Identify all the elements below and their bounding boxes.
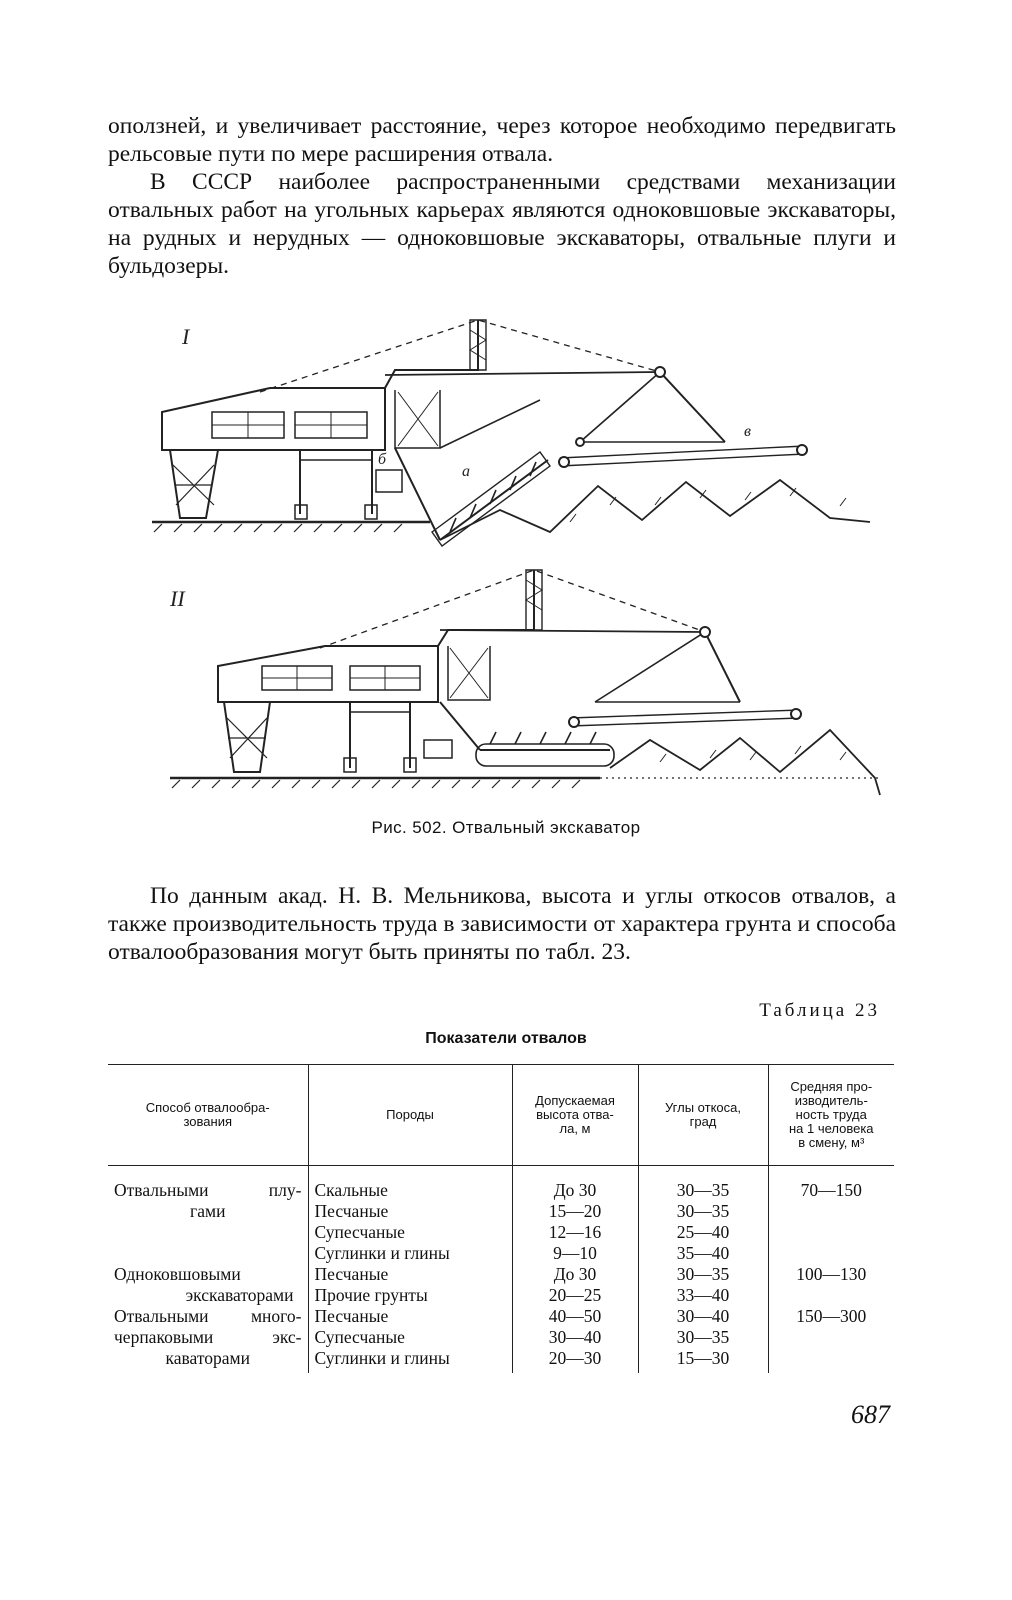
top-paragraph [108,112,896,280]
figure-label-b: б [378,451,387,468]
height-line: 15—20 [548,1201,602,1221]
height-line: 9—10 [553,1243,597,1263]
method-line: Отвальными плу- [114,1180,302,1200]
height-line: До 30 [553,1264,597,1284]
rocks-cell [308,1264,512,1306]
page-number: 687 [851,1400,890,1429]
height-cell [512,1166,638,1265]
reference-paragraph [108,882,896,966]
excavator-figure [140,300,900,815]
header-method-text: Способ отвалообра- зования [145,1100,270,1129]
height-line: До 30 [553,1180,597,1200]
height-line: 12—16 [548,1222,602,1242]
header-rocks-text: Породы [386,1107,434,1122]
angle-line: 30—35 [676,1180,730,1200]
header-height-text: Допускаемая высота отва- ла, м [535,1093,615,1136]
method-line: Одноковшовыми [114,1264,241,1284]
angle-line: 25—40 [676,1222,730,1242]
rock-line: Прочие грунты [314,1285,428,1305]
header-angle-text: Углы откоса, град [665,1100,741,1129]
productivity-value: 100—130 [796,1264,867,1284]
rock-line: Суглинки и глины [314,1348,450,1368]
dump-indicators-table [108,1064,894,1373]
method-cell [108,1166,308,1265]
method-line: гами [190,1201,226,1221]
angle-line: 30—35 [676,1201,730,1221]
height-line: 20—25 [548,1285,602,1305]
angle-cell [638,1166,768,1265]
table-number: Таблица 23 [759,1000,880,1021]
angle-line: 15—30 [676,1348,730,1368]
figure-label-ii: II [170,586,185,611]
header-productivity [768,1065,894,1166]
angle-line: 30—35 [676,1327,730,1347]
rock-line: Супесчаные [314,1327,405,1347]
figure-caption: Рис. 502. Отвальный экскаватор [371,818,641,837]
angle-line: 35—40 [676,1243,730,1263]
height-line: 30—40 [548,1327,602,1347]
header-productivity-text: Средняя про- изводитель- ность труда на 1 человека в смену, м³ [788,1079,874,1150]
rock-line: Супесчаные [314,1222,405,1242]
header-method [108,1065,308,1166]
productivity-cell [768,1264,894,1306]
figure-label-i: I [182,324,190,349]
height-cell [512,1306,638,1373]
height-line: 40—50 [548,1306,602,1326]
mechanization-paragraph: В СССР наиболее распространенными средствами механизации отвальных работ на угольных карьерах являются одноковшовые экскаваторы, на рудных и нерудных — одноковшовые экскаваторы, отвальные плуги и бульдозеры. [108,169,896,279]
method-cell [108,1264,308,1306]
rocks-cell [308,1306,512,1373]
table-row [108,1306,894,1373]
height-cell [512,1264,638,1306]
angle-cell [638,1264,768,1306]
angle-line: 30—35 [676,1264,730,1284]
productivity-cell [768,1166,894,1265]
header-height [512,1065,638,1166]
figure-label-a: а [462,463,470,480]
method-cell [108,1306,308,1373]
reference-text: По данным акад. Н. В. Мельникова, высота и углы откосов отвалов, а также производительность труда в зависимости от характера грунта и способа отвалообразования могут быть приняты по табл. 23. [108,883,896,965]
rock-line: Песчаные [314,1306,389,1326]
height-line: 20—30 [548,1348,602,1368]
method-line: экскаваторами [185,1285,294,1305]
header-angle [638,1065,768,1166]
angle-cell [638,1306,768,1373]
figure-label-v: в [744,423,751,440]
method-line: Отвальными много- [114,1306,302,1326]
productivity-value: 150—300 [796,1306,867,1326]
rock-line: Песчаные [314,1201,389,1221]
table-row [108,1264,894,1306]
table-header-row [108,1065,894,1166]
angle-line: 33—40 [676,1285,730,1305]
productivity-cell [768,1306,894,1373]
table-row [108,1166,894,1265]
angle-line: 30—40 [676,1306,730,1326]
method-line: черпаковыми экс- [114,1327,302,1347]
rock-line: Суглинки и глины [314,1243,450,1263]
productivity-value: 70—150 [800,1180,862,1200]
continuation-text: оползней, и увеличивает расстояние, через которое необходимо передвигать рельсовые пути по мере расширения отвала. [108,113,896,167]
rock-line: Песчаные [314,1264,389,1284]
rock-line: Скальные [314,1180,388,1200]
rocks-cell [308,1166,512,1265]
table-title: Показатели отвалов [425,1030,587,1047]
method-line: каваторами [165,1348,250,1368]
header-rocks [308,1065,512,1166]
